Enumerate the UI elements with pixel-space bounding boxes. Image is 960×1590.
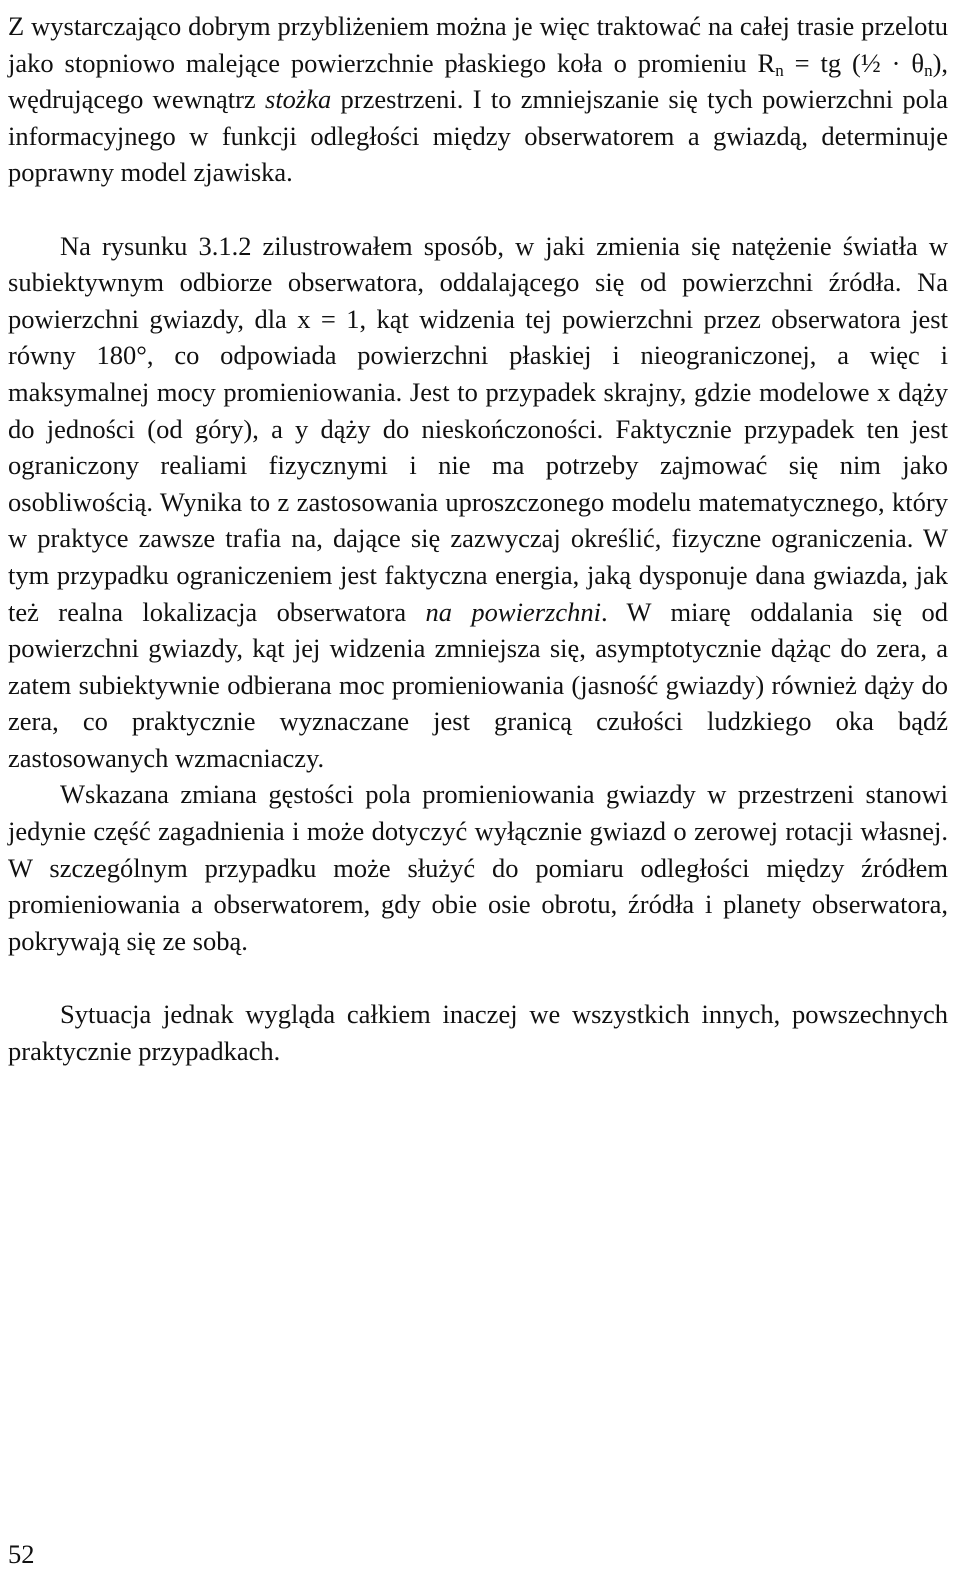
paragraph-1-text-d: przestrzeni. I to zmniejszanie się tych powierzchni pola informacyjnego w funkcji odległości między obserwatorem a gwiazdą, determinuje poprawny model zjawiska. bbox=[8, 84, 949, 188]
paragraph-3-text: Wskazana zmiana gęstości pola promieniowania gwiazdy w przestrzeni stanowi jedynie część zagadnienia i może dotyczyć wyłącznie gwiazd o zerowej rotacji własnej. W szczególnym przypadku może służyć do pomiaru odległości między źródłem promieniowania a obserwatorem, gdy obie osie obrotu, źródła i planety obserwatora, pokrywają się ze sobą. bbox=[8, 779, 948, 956]
document-page bbox=[8, 8, 948, 1069]
paragraph-1-text-c: ), wędrującego wewnątrz bbox=[8, 47, 949, 115]
paragraph-1 bbox=[8, 8, 948, 191]
page-number: 52 bbox=[8, 1539, 35, 1569]
paragraph-2 bbox=[8, 228, 948, 777]
italic-term-on-surface: na powierzchni bbox=[425, 596, 601, 627]
subscript-n-1: n bbox=[775, 60, 784, 80]
paragraph-2-text-b: . W miarę oddalania się od powierzchni gwiazdy, kąt jej widzenia zmniejsza się, asymptotycznie dążąc do zera, a zatem subiektywnie odbierana moc promieniowania (jasność gwiazdy) również dąży do zera, co praktycznie wyznaczane jest granicą czułości ludzkiego oka bądź zastosowanych wzmacniaczy. bbox=[8, 596, 948, 773]
paragraph-3 bbox=[8, 776, 948, 959]
italic-term-cone: stożka bbox=[265, 84, 332, 115]
subscript-n-2: n bbox=[924, 60, 933, 80]
paragraph-4 bbox=[8, 996, 948, 1069]
paragraph-1-text-a: Z wystarczająco dobrym przybliżeniem można je więc traktować na całej trasie przelotu jako stopniowo malejące powierzchnie płaskiego koła o promieniu R bbox=[8, 11, 948, 78]
paragraph-1-text-b: = tg (½ · θ bbox=[783, 47, 925, 78]
paragraph-2-text-a: Na rysunku 3.1.2 zilustrowałem sposób, w jaki zmienia się natężenie światła w subiektywnym odbiorze obserwatora, oddalającego się od powierzchni źródła. Na powierzchni gwiazdy, dla x = 1, kąt widzenia tej powierzchni przez obserwatora jest równy 180°, co odpowiada powierzchni płaskiej i nieograniczonej, a więc i maksymalnej mocy promieniowania. Jest to przypadek skrajny, gdzie modelowe x dąży do jedności (od góry), a y dąży do nieskończoności. Faktycznie przypadek ten jest ograniczony realiami fizycznymi i nie ma potrzeby zajmować się nim jako osobliwością. Wynika to z zastosowania uproszczonego modelu matematycznego, który w praktyce zawsze trafia na, dające się zazwyczaj określić, fizyczne ograniczenia. W tym przypadku ograniczeniem jest faktyczna energia, jaką dysponuje dana gwiazda, jak też realna lokalizacja obserwatora bbox=[8, 230, 948, 627]
paragraph-4-text: Sytuacja jednak wygląda całkiem inaczej we wszystkich innych, powszechnych praktycznie przypadkach. bbox=[8, 999, 948, 1066]
